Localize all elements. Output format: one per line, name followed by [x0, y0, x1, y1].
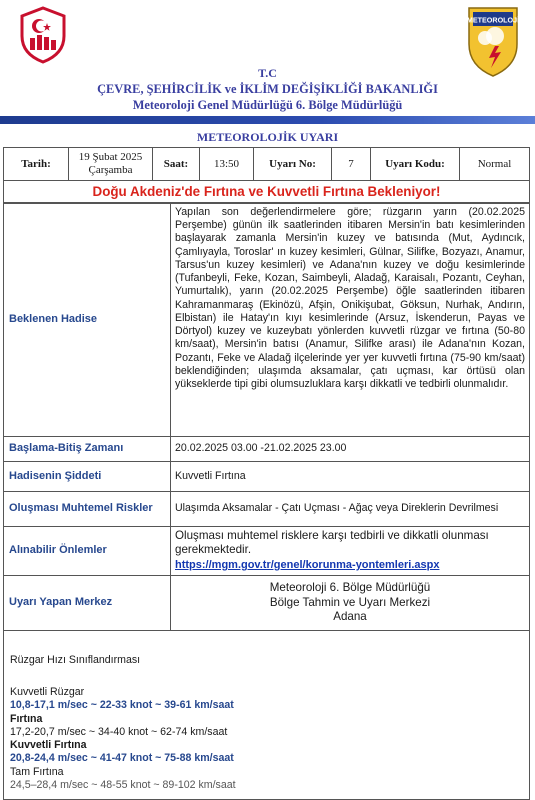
center-line-2: Bölge Tahmin ve Uyarı Merkezi [269, 595, 431, 609]
risks-label: Oluşması Muhtemel Riskler [4, 492, 171, 526]
expected-event-label: Beklenen Hadise [4, 204, 171, 436]
measures-content [171, 527, 529, 575]
svg-text:METEOROLOJİ: METEOROLOJİ [466, 15, 520, 25]
header-ministry: ÇEVRE, ŞEHİRCİLİK ve İKLİM DEĞİŞİKLİĞİ BAKANLIĞI [97, 82, 438, 96]
row-expected-event [4, 203, 529, 436]
row-severity [4, 461, 529, 491]
warning-code-label: Uyarı Kodu: [371, 148, 460, 180]
header-tc: T.C [258, 66, 277, 80]
date-line-2: Çarşamba [88, 164, 133, 176]
date-value [69, 148, 153, 180]
class-strong-wind-range: 10,8-17,1 m/sec ~ 22-33 knot ~ 39-61 km/saat [10, 699, 234, 712]
center-line-3: Adana [333, 610, 367, 624]
measures-label: Alınabilir Önlemler [4, 527, 171, 575]
expected-event-text: Yapılan son değerlendirmelere göre; rüzgarın yarın (20.02.2025 Perşembe) günün ilk saatlerinden itibaren Mersin'in batı kesimlerinden başlayarak zamanla Mersin'in kuzey ve batısında (Mut, Aydıncık, Çamlıyayla, Toroslar' ın kuzey kesimleri, Gülnar, Silifke, Bozyazı, Anamur, Tarsus'un kuzey kesimleri) ve Adana'nın kuzey ve doğu kesimlerinde (Tufanbeyli, Feke, Kozan, Saimbeyli, Aladağ, Karaisalı, Pozantı, Ceyhan, Yumurtalık), yarın (20.02.2025 Perşembe) öğle saatlerinden itibaren Kahramanmaraş (Ekinözü, Afşin, Onikişubat, Göksun, Nurhak, Andırın, Elbistan) ile Hatay'ın kıyı kesimlerinde (Arsuz, İskenderun, Payas ve Dörtyol) kuzey ve kuzeybatı yönlerden kuvvetli rüzgar ve fırtına (50-80 km/saat), Mersin'in batısı (Anamur, Silifke arası) ile Adana'nın Kozan, Pozantı, Feke ve Aladağ ilçelerinde yer yer kuvvetli fırtına (75-90 km/saat) beklendiğinden; ulaşımda aksamalar, çatı uçması, kar örtüsü olan yükseklerde tipi gibi olumsuzluklara karşı dikkatli ve tedbirli olunmalıdır. [175, 206, 525, 391]
period-text: 20.02.2025 03.00 -21.02.2025 23.00 [175, 442, 347, 455]
class-severe-storm-range: 20,8-24,4 m/sec ~ 41-47 knot ~ 75-88 km/saat [10, 752, 234, 765]
class-storm-range: 17,2-20,7 m/sec ~ 34-40 knot ~ 62-74 km/saat [10, 725, 228, 738]
issuing-center-label: Uyarı Yapan Merkez [4, 576, 171, 630]
date-label: Tarih: [4, 148, 69, 180]
row-risks [4, 491, 529, 526]
wind-classification-caption: Rüzgar Hızı Sınıflandırması [10, 654, 141, 666]
warning-details-table [3, 203, 530, 631]
time-value: 13:50 [200, 148, 254, 180]
severity-text: Kuvvetli Fırtına [175, 469, 246, 482]
header-directorate: Meteoroloji Genel Müdürlüğü 6. Bölge Müdürlüğü [132, 98, 403, 112]
severity-label: Hadisenin Şiddeti [4, 462, 171, 491]
warning-number-value: 7 [332, 148, 371, 180]
row-measures [4, 526, 529, 575]
warning-code-value: Normal [477, 157, 512, 170]
class-strong-wind-name: Kuvvetli Rüzgar [10, 686, 85, 699]
measures-text: Oluşması muhtemel risklere karşı tedbirli ve dikkatli olunması gerekmektedir. [175, 529, 489, 557]
class-storm-name: Fırtına [10, 712, 43, 725]
class-severe-storm-name: Kuvvetli Fırtına [10, 739, 87, 752]
period-label: Başlama-Bitiş Zamanı [4, 437, 171, 461]
header-band [0, 116, 535, 124]
class-full-storm-range: 24,5–28,4 m/sec ~ 48-55 knot ~ 89-102 km/saat [10, 778, 236, 791]
time-label: Saat: [153, 148, 200, 180]
date-line-1: 19 Şubat 2025 [78, 151, 143, 164]
warning-headline: Doğu Akdeniz'de Fırtına ve Kuvvetli Fırtına Bekleniyor! [3, 181, 530, 203]
risks-text: Ulaşımda Aksamalar - Çatı Uçması - Ağaç veya Direklerin Devrilmesi [175, 502, 499, 515]
ministry-logo [12, 6, 74, 64]
document-title: METEOROLOJİK UYARI [196, 130, 339, 144]
center-line-1: Meteoroloji 6. Bölge Müdürlüğü [269, 581, 431, 595]
row-period [4, 436, 529, 461]
issuing-center-text [171, 576, 529, 630]
wind-speed-classification [3, 630, 530, 800]
warning-info-row [3, 147, 530, 181]
protection-methods-link[interactable]: https://mgm.gov.tr/genel/korunma-yontemleri.aspx [175, 558, 440, 571]
warning-number-label: Uyarı No: [254, 148, 332, 180]
class-full-storm-name: Tam Fırtına [10, 765, 64, 778]
row-issuing-center [4, 575, 529, 630]
